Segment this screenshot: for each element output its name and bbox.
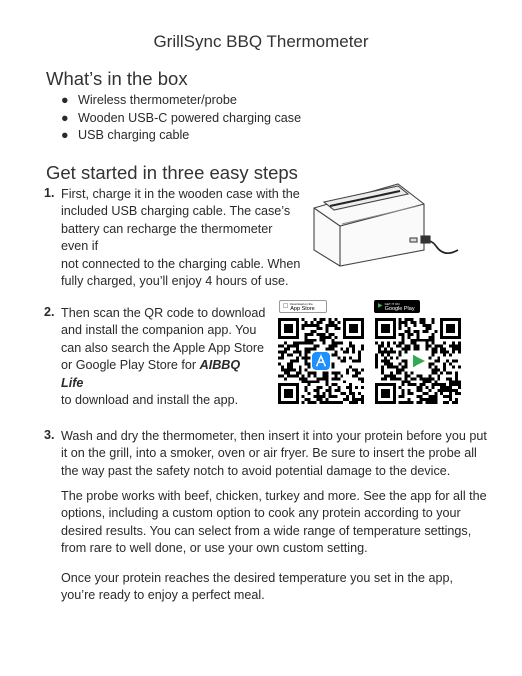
list-item: ● Wooden USB-C powered charging case (44, 110, 301, 128)
play-icon: ▶ (378, 303, 383, 309)
step2-text: Then scan the QR code to download and install the companion app. You can also search the Apple App Store or Google Play Store for AIBBQ Life to download and install the app. (61, 306, 266, 408)
document-title: GrillSync BBQ Thermometer (153, 32, 369, 51)
closing-paragraph: Once your protein reaches the desired temperature you set in the app, you’re ready to enjoy a perfect meal. (61, 571, 454, 603)
list-item: ● USB charging cable (44, 127, 301, 145)
bullet-icon: ● (61, 93, 69, 107)
apple-icon (283, 301, 288, 312)
app-store-qr-code[interactable] (278, 318, 364, 404)
step1-text: First, charge it in the wooden case with the included USB charging cable. The case’s battery can recharge the thermometer even if not connected to the charging cable. When fully charged, you’ll enjoy 4 hours of use. (61, 187, 301, 289)
box-list (44, 92, 301, 145)
bullet-icon: ● (61, 110, 69, 125)
list-item: ● Wireless thermometer/probe (44, 92, 301, 110)
bullet-icon: ● (61, 128, 69, 143)
step-number: 3. (44, 428, 55, 442)
app-store-badge[interactable]: Download on the App Store (279, 300, 327, 313)
step-number: 1. (44, 186, 55, 200)
steps-heading: Get started in three easy steps (46, 162, 298, 183)
app-name: AIBBQ Life (61, 358, 241, 390)
step-number: 2. (44, 305, 55, 319)
google-play-badge[interactable]: ▶ GET IT ON Google Play (374, 300, 420, 313)
google-play-qr-code[interactable] (375, 318, 461, 404)
step3-text: Wash and dry the thermometer, then insert it into your protein before you put it on the grill, into a smoker, oven or air fryer. Be sure to insert the probe all the way past the safety notch to avoid potential damage to the device. (61, 429, 487, 478)
probe-info-paragraph: The probe works with beef, chicken, turkey and more. See the app for all the options, including a custom option to cook any protein according to your desired results. You can select from a wide range of temperature settings, from rare to well done, or use your own custom setting. (61, 489, 487, 556)
charging-case-illustration (300, 180, 470, 270)
box-heading: What’s in the box (46, 68, 188, 89)
